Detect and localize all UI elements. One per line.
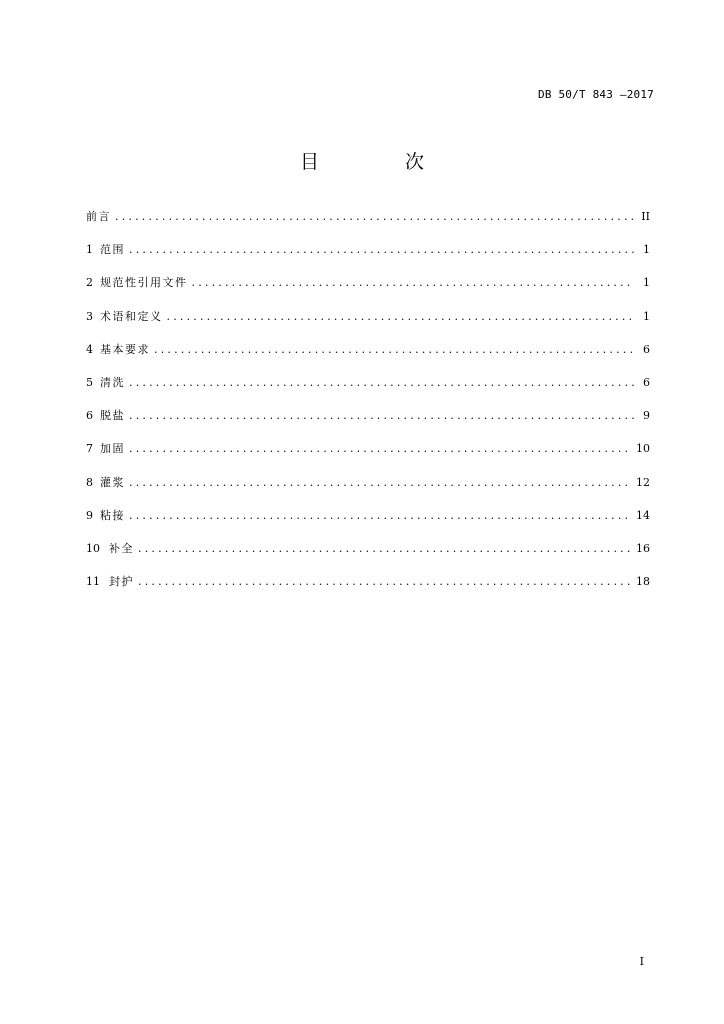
toc-entry-number: 7 <box>86 442 93 456</box>
toc-entry-number: 6 <box>86 409 93 423</box>
toc-entry-bonding[interactable] <box>86 506 650 539</box>
toc-entry-label: 术语和定义 <box>100 309 163 323</box>
toc-entry-number: 8 <box>86 475 93 489</box>
toc-entry-number: 1 <box>86 243 93 257</box>
toc-title: 目 次 <box>299 151 465 173</box>
toc-entry-label: 加固 <box>100 442 125 456</box>
toc-entry-number: 3 <box>86 309 93 323</box>
toc-entry-completion[interactable] <box>86 539 650 572</box>
toc-dot-leader <box>129 439 630 459</box>
toc-entry-normative-references[interactable] <box>86 273 650 306</box>
toc-entry-basic-requirements[interactable] <box>86 340 650 373</box>
toc-entry-page: 1 <box>643 276 650 290</box>
toc-entry-terms-definitions[interactable] <box>86 307 650 340</box>
toc-entry-page: 16 <box>636 541 650 555</box>
toc-dot-leader <box>129 240 634 260</box>
toc-dot-leader <box>138 572 630 592</box>
toc-entry-number: 5 <box>86 375 93 389</box>
toc-entry-number: 10 <box>86 541 100 555</box>
toc-dot-leader <box>129 373 634 393</box>
toc-entry-label: 清洗 <box>100 375 125 389</box>
standard-code: DB 50/T 843 —2017 <box>538 88 654 101</box>
toc-entry-label: 补全 <box>109 541 134 555</box>
toc-dot-leader <box>167 307 635 327</box>
toc-entry-number: 11 <box>86 575 100 589</box>
toc-entry-scope[interactable] <box>86 240 650 273</box>
toc-entry-page: 1 <box>643 243 650 257</box>
toc-entry-page: 1 <box>643 309 650 323</box>
toc-dot-leader <box>192 273 635 293</box>
toc-entry-label: 封护 <box>109 575 134 589</box>
toc-entry-foreword[interactable] <box>86 207 650 240</box>
toc-entry-number: 4 <box>86 342 93 356</box>
toc-entry-label: 规范性引用文件 <box>100 276 188 290</box>
toc-entry-label: 灌浆 <box>100 475 125 489</box>
toc-entry-page: 6 <box>643 342 650 356</box>
toc-entry-label: 前言 <box>86 210 111 223</box>
toc-entry-label: 基本要求 <box>100 342 150 356</box>
toc-entry-page: 14 <box>636 508 650 522</box>
toc-dot-leader <box>138 539 630 559</box>
toc-entry-label: 粘接 <box>100 508 125 522</box>
toc-dot-leader <box>115 207 634 227</box>
toc-entry-page: 12 <box>636 475 650 489</box>
toc-entry-label: 范围 <box>100 243 125 257</box>
toc-entry-page: 10 <box>636 442 650 456</box>
table-of-contents <box>86 207 650 605</box>
toc-entry-number: 9 <box>86 508 93 522</box>
toc-entry-reinforcement[interactable] <box>86 439 650 472</box>
toc-entry-page: 18 <box>636 575 650 589</box>
toc-entry-page: II <box>641 210 650 223</box>
toc-entry-sealing[interactable] <box>86 572 650 605</box>
toc-dot-leader <box>129 506 630 526</box>
toc-entry-cleaning[interactable] <box>86 373 650 406</box>
toc-entry-label: 脱盐 <box>100 409 125 423</box>
page-number: I <box>639 955 644 968</box>
toc-entry-desalination[interactable] <box>86 406 650 439</box>
toc-entry-page: 6 <box>643 375 650 389</box>
toc-entry-page: 9 <box>643 409 650 423</box>
toc-entry-number: 2 <box>86 276 93 290</box>
toc-entry-grouting[interactable] <box>86 473 650 506</box>
toc-dot-leader <box>129 406 634 426</box>
toc-dot-leader <box>129 473 630 493</box>
toc-dot-leader <box>154 340 634 360</box>
